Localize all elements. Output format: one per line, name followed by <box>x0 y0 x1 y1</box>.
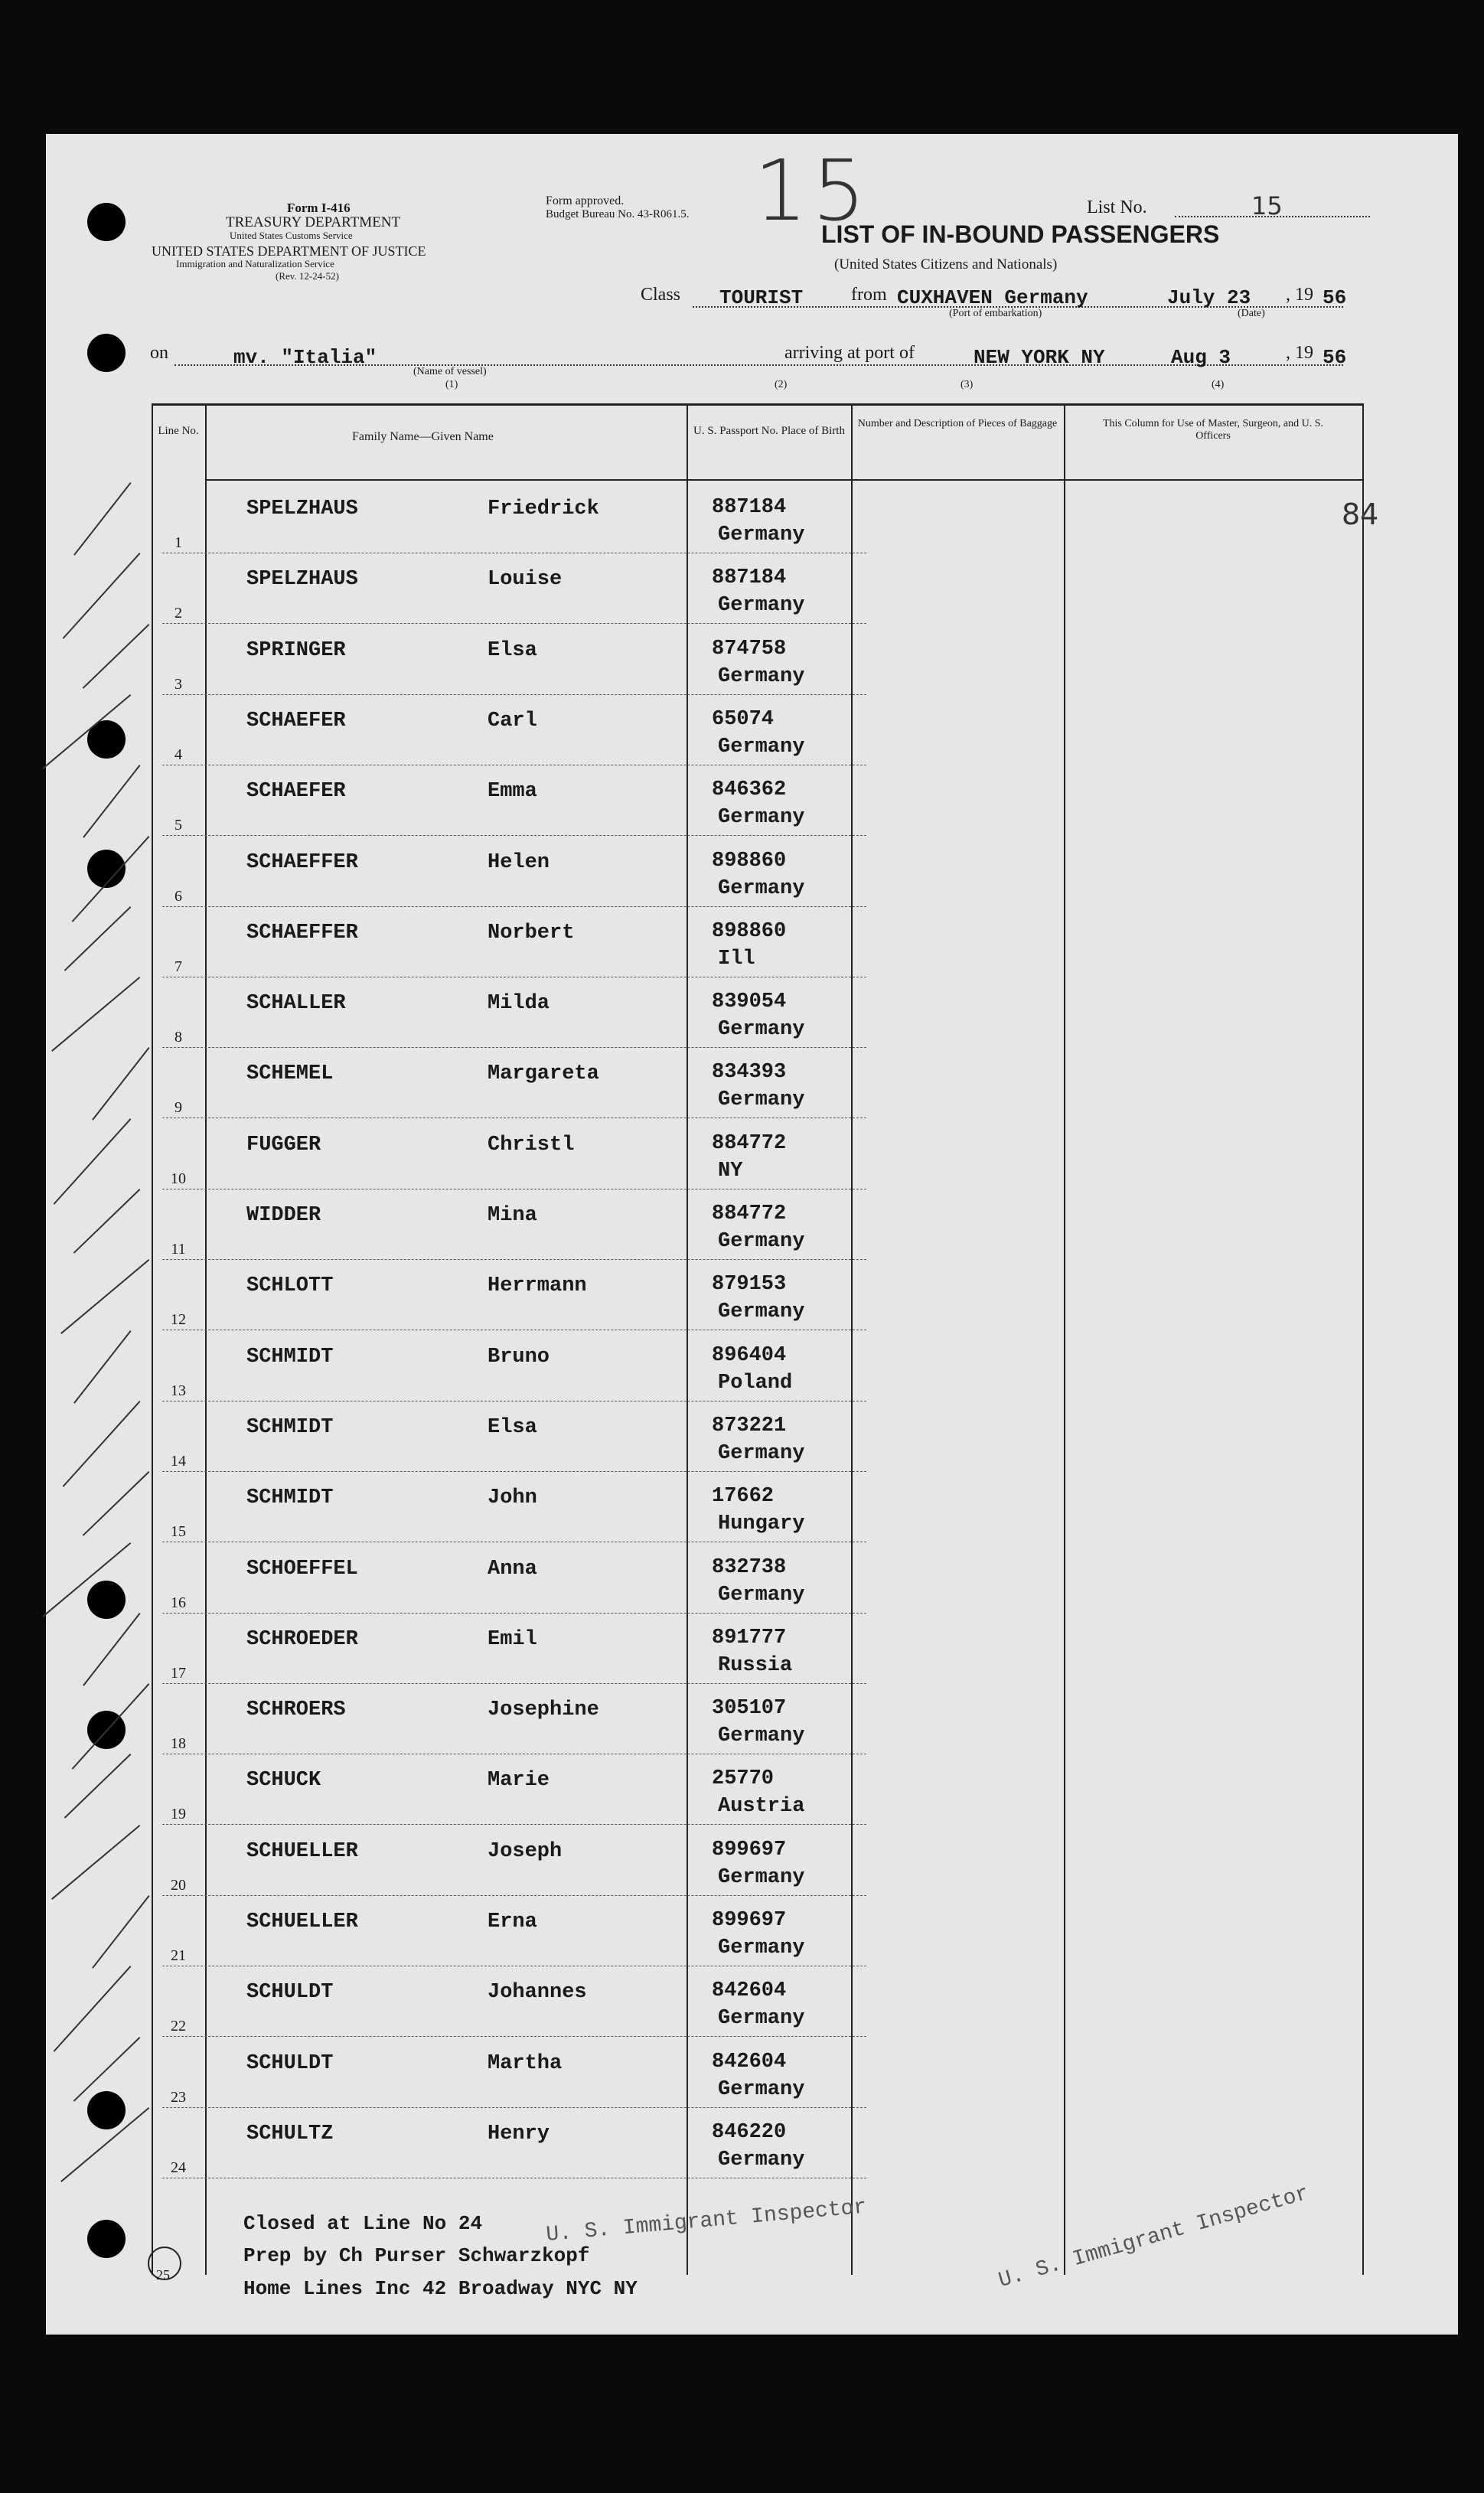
given-name: Herrmann <box>488 1274 587 1297</box>
family-name: SCHUCK <box>246 1769 321 1792</box>
row-divider <box>162 623 866 624</box>
passport-number: 842604 <box>712 2051 787 2074</box>
passport-number: 898860 <box>712 850 787 873</box>
caption-3: (3) <box>961 379 974 390</box>
line-number: 6 <box>174 888 182 905</box>
given-name: Mina <box>488 1204 537 1227</box>
form-subtitle: (United States Citizens and Nationals) <box>834 256 1058 272</box>
passport-number: 879153 <box>712 1273 787 1296</box>
caption-4: (4) <box>1212 379 1225 390</box>
ins: Immigration and Naturalization Service <box>176 258 334 269</box>
row-divider <box>162 1471 866 1472</box>
caption-2: (2) <box>775 379 788 390</box>
line-number: 20 <box>171 1877 186 1894</box>
budget-bureau: Budget Bureau No. 43-R061.5. <box>546 208 690 220</box>
family-name: SCHAEFER <box>246 780 346 803</box>
given-name: Helen <box>488 851 550 874</box>
inspector-stamp-rotated: U. S. Immigrant Inspector <box>996 2181 1312 2293</box>
place-of-birth: Ill <box>718 948 755 971</box>
from-label: from <box>851 285 887 305</box>
given-name: Margareta <box>488 1062 599 1085</box>
vessel-caption: (Name of vessel) <box>413 366 487 377</box>
prepared-by: Prep by Ch Purser Schwarzkopf <box>243 2244 590 2267</box>
place-of-birth: Germany <box>718 2007 805 2030</box>
line-number: 23 <box>171 2089 186 2106</box>
family-name: SCHAEFFER <box>246 851 358 874</box>
place-of-birth: Germany <box>718 524 805 547</box>
given-name: Christl <box>488 1134 575 1157</box>
passport-number: 65074 <box>712 708 775 731</box>
col-header-baggage: Number and Description of Pieces of Baggage <box>857 418 1058 429</box>
punch-hole <box>87 2091 126 2129</box>
col-rule <box>851 403 853 2275</box>
line-number: 19 <box>171 1806 186 1822</box>
row-divider <box>162 1259 866 1260</box>
place-of-birth: Germany <box>718 1230 805 1253</box>
place-of-birth: Germany <box>718 2149 805 2172</box>
place-of-birth: Germany <box>718 2078 805 2101</box>
given-name: Marie <box>488 1769 550 1792</box>
col-header-passport: U. S. Passport No. Place of Birth <box>693 425 845 437</box>
family-name: WIDDER <box>246 1204 321 1227</box>
date-caption: (Date) <box>1238 308 1265 319</box>
passport-number: 896404 <box>712 1344 787 1367</box>
handwritten-number: 15 <box>754 142 870 240</box>
arrive-year-prefix: , 19 <box>1286 343 1313 363</box>
given-name: Elsa <box>488 639 537 662</box>
col-header-line-no: Line No. <box>158 425 199 437</box>
line-number: 4 <box>174 746 182 763</box>
arrive-date: Aug 3 <box>1171 346 1231 369</box>
passport-number: 842604 <box>712 1979 787 2002</box>
family-name: SCHROERS <box>246 1698 346 1721</box>
family-name: SCHALLER <box>246 992 346 1015</box>
line-number: 21 <box>171 1947 186 1964</box>
family-name: SCHUELLER <box>246 1911 358 1933</box>
class-label: Class <box>641 285 681 305</box>
from-date: July 23 <box>1167 286 1251 309</box>
given-name: Joseph <box>488 1840 563 1863</box>
treasury-dept: TREASURY DEPARTMENT <box>226 214 401 230</box>
passport-number: 887184 <box>712 566 787 589</box>
row-divider <box>162 835 866 836</box>
line-number: 16 <box>171 1594 186 1611</box>
place-of-birth: Germany <box>718 1088 805 1111</box>
passport-number: 832738 <box>712 1556 787 1579</box>
line-number: 8 <box>174 1029 182 1046</box>
arrive-year: 56 <box>1323 346 1347 369</box>
place-of-birth: Austria <box>718 1795 805 1818</box>
caption-1: (1) <box>445 379 458 390</box>
place-of-birth: Poland <box>718 1372 793 1395</box>
passport-number: 846220 <box>712 2121 787 2144</box>
line-number: 15 <box>171 1523 186 1540</box>
passport-number: 25770 <box>712 1767 775 1790</box>
col-header-name: Family Name—Given Name <box>352 430 494 443</box>
given-name: Carl <box>488 710 537 733</box>
place-of-birth: Germany <box>718 1584 805 1607</box>
row-divider <box>162 906 866 907</box>
arriving-label: arriving at port of <box>784 343 915 363</box>
given-name: Erna <box>488 1911 537 1933</box>
line-number: 3 <box>174 676 182 693</box>
line-number: 7 <box>174 958 182 975</box>
customs-service: United States Customs Service <box>230 230 353 241</box>
given-name: John <box>488 1486 537 1509</box>
row-divider <box>162 1683 866 1684</box>
place-of-birth: Germany <box>718 736 805 759</box>
shipping-company: Home Lines Inc 42 Broadway NYC NY <box>243 2277 638 2300</box>
given-name: Norbert <box>488 922 575 945</box>
line-number: 24 <box>171 2159 186 2176</box>
port-embark-caption: (Port of embarkation) <box>949 308 1042 319</box>
line-number: 5 <box>174 817 182 834</box>
list-no-value: 15 <box>1251 191 1283 220</box>
col-rule <box>205 403 207 2275</box>
col-rule <box>1064 403 1065 2275</box>
col-rule <box>687 403 688 2275</box>
place-of-birth: Germany <box>718 877 805 900</box>
family-name: SCHOEFFEL <box>246 1558 358 1581</box>
on-label: on <box>150 343 168 363</box>
family-name: SCHAEFER <box>246 710 346 733</box>
passport-number: 846362 <box>712 778 787 801</box>
place-of-birth: Germany <box>718 594 805 617</box>
passport-number: 834393 <box>712 1061 787 1084</box>
row-divider <box>162 1824 866 1825</box>
class-value: TOURIST <box>719 286 804 309</box>
from-year: 56 <box>1323 286 1347 309</box>
line-number: 22 <box>171 2018 186 2035</box>
given-name: Henry <box>488 2123 550 2145</box>
family-name: SCHMIDT <box>246 1346 334 1369</box>
place-of-birth: Russia <box>718 1654 793 1677</box>
row-divider <box>162 2036 866 2037</box>
arrive-port: NEW YORK NY <box>974 346 1105 369</box>
punch-hole <box>87 334 126 372</box>
line-number: 11 <box>171 1241 186 1258</box>
line-number: 13 <box>171 1382 186 1399</box>
passport-number: 899697 <box>712 1909 787 1932</box>
given-name: Elsa <box>488 1416 537 1439</box>
margin-note: 84 <box>1342 498 1379 531</box>
vessel-name: mv. "Italia" <box>233 346 377 369</box>
family-name: SCHULDT <box>246 1981 334 2004</box>
family-name: SCHLOTT <box>246 1274 334 1297</box>
family-name: SCHULDT <box>246 2052 334 2075</box>
place-of-birth: Germany <box>718 665 805 688</box>
place-of-birth: Germany <box>718 806 805 829</box>
doj: UNITED STATES DEPARTMENT OF JUSTICE <box>152 243 426 259</box>
passport-number: 17662 <box>712 1485 775 1508</box>
passport-number: 898860 <box>712 920 787 943</box>
given-name: Martha <box>488 2052 563 2075</box>
family-name: SCHEMEL <box>246 1062 334 1085</box>
passport-number: 839054 <box>712 990 787 1013</box>
line-number: 14 <box>171 1453 186 1470</box>
punch-hole <box>87 203 126 241</box>
family-name: SPELZHAUS <box>246 568 358 591</box>
from-year-prefix: , 19 <box>1286 285 1313 305</box>
inspector-stamp: U. S. Immigrant Inspector <box>545 2195 868 2247</box>
col-rule <box>1362 403 1364 2275</box>
row-divider <box>162 1895 866 1896</box>
given-name: Josephine <box>488 1698 599 1721</box>
row-divider <box>162 2107 866 2108</box>
line-number: 17 <box>171 1665 186 1682</box>
passport-number: 884772 <box>712 1132 787 1155</box>
line-number: 1 <box>174 534 182 551</box>
family-name: SCHUELLER <box>246 1840 358 1863</box>
given-name: Johannes <box>488 1981 587 2004</box>
place-of-birth: Germany <box>718 1937 805 1959</box>
col-rule <box>152 403 153 2275</box>
place-of-birth: Germany <box>718 1866 805 1889</box>
line-number: 2 <box>174 605 182 622</box>
place-of-birth: Germany <box>718 1018 805 1041</box>
family-name: FUGGER <box>246 1134 321 1157</box>
given-name: Milda <box>488 992 550 1015</box>
form-title: LIST OF IN-BOUND PASSENGERS <box>821 220 1220 248</box>
passport-number: 891777 <box>712 1627 787 1649</box>
family-name: SCHAEFFER <box>246 922 358 945</box>
passport-number: 899697 <box>712 1839 787 1862</box>
from-port: CUXHAVEN Germany <box>897 286 1088 309</box>
passport-number: 874758 <box>712 638 787 661</box>
line-number: 12 <box>171 1311 186 1328</box>
header-bottom-rule <box>205 479 1362 481</box>
given-name: Anna <box>488 1558 537 1581</box>
given-name: Louise <box>488 568 563 591</box>
given-name: Emil <box>488 1628 537 1651</box>
family-name: SCHMIDT <box>246 1486 334 1509</box>
family-name: SPRINGER <box>246 639 346 662</box>
line-number: 10 <box>171 1170 186 1187</box>
given-name: Bruno <box>488 1346 550 1369</box>
rev-date: (Rev. 12-24-52) <box>276 270 339 282</box>
passport-number: 873221 <box>712 1415 787 1437</box>
punch-hole <box>87 1581 126 1619</box>
place-of-birth: Germany <box>718 1725 805 1747</box>
given-name: Friedrick <box>488 498 599 520</box>
table-top-rule <box>152 403 1362 406</box>
place-of-birth: Germany <box>718 1300 805 1323</box>
line-number: 9 <box>174 1099 182 1116</box>
form-number: Form I-416 <box>287 201 351 215</box>
line-number: 18 <box>171 1735 186 1752</box>
closed-at-line: Closed at Line No 24 <box>243 2212 483 2235</box>
row-divider <box>162 1613 866 1614</box>
family-name: SCHULTZ <box>246 2123 334 2145</box>
place-of-birth: Hungary <box>718 1512 805 1535</box>
place-of-birth: NY <box>718 1160 743 1183</box>
passport-number: 887184 <box>712 496 787 519</box>
family-name: SCHMIDT <box>246 1416 334 1439</box>
row-divider <box>162 1047 866 1048</box>
family-name: SCHROEDER <box>246 1628 358 1651</box>
row-divider <box>162 694 866 695</box>
form-approved: Form approved. <box>546 194 625 207</box>
given-name: Emma <box>488 780 537 803</box>
family-name: SPELZHAUS <box>246 498 358 520</box>
place-of-birth: Germany <box>718 1442 805 1465</box>
col-header-officers: This Column for Use of Master, Surgeon, and U. S. Officers <box>1102 418 1324 442</box>
line-25: 25 <box>156 2267 170 2283</box>
passport-number: 305107 <box>712 1697 787 1720</box>
list-no-label: List No. <box>1087 197 1147 217</box>
passport-number: 884772 <box>712 1202 787 1225</box>
punch-hole <box>87 2220 126 2258</box>
